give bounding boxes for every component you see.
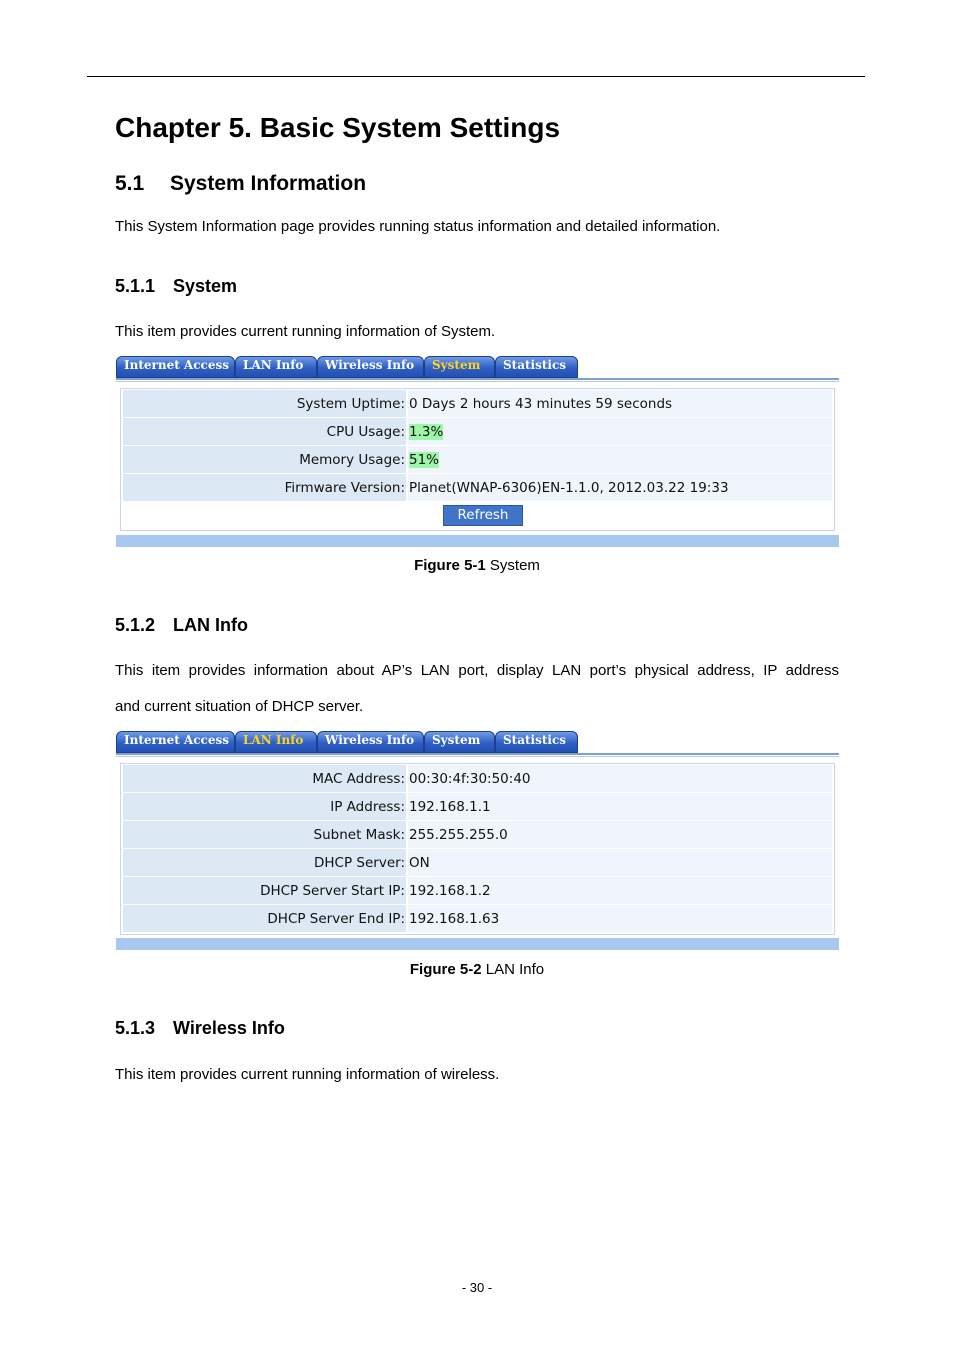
lan-info-panel (116, 756, 839, 950)
tab-system[interactable]: System (424, 731, 495, 753)
chapter-title: Chapter 5. Basic System Settings (115, 112, 561, 143)
caption-label: Figure 5-2 (409, 961, 482, 978)
row-value: 00:30:4f:30:50:40 (408, 765, 832, 792)
table-row (123, 877, 832, 904)
table-row (123, 765, 832, 792)
cpu-usage-value: 1.3% (409, 424, 444, 440)
section-title: System (173, 276, 238, 296)
table-row (123, 849, 832, 876)
row-value: 0 Days 2 hours 43 minutes 59 seconds (408, 390, 832, 417)
row-label: Memory Usage: (123, 446, 406, 473)
caption-text: System (485, 557, 540, 574)
row-value: 192.168.1.1 (408, 793, 832, 820)
section-title: System Information (170, 172, 367, 195)
page-number: - 30 - (461, 1280, 493, 1295)
tab-internet-access[interactable]: Internet Access (116, 731, 235, 753)
row-value: 192.168.1.2 (408, 877, 832, 904)
row-label: DHCP Server End IP: (123, 905, 406, 932)
section-number: 5.1 (115, 172, 145, 195)
caption-text: LAN Info (481, 961, 545, 978)
system-info-panel (116, 381, 839, 547)
row-label: DHCP Server: (123, 849, 406, 876)
tab-wireless-info[interactable]: Wireless Info (317, 356, 424, 378)
tab-lan-info[interactable]: LAN Info (235, 356, 317, 378)
row-label: MAC Address: (123, 765, 406, 792)
row-label: Subnet Mask: (123, 821, 406, 848)
row-value: 255.255.255.0 (408, 821, 832, 848)
tab-internet-access[interactable]: Internet Access (116, 356, 235, 378)
table-row (123, 821, 832, 848)
section-number: 5.1.2 (115, 615, 156, 635)
tab-bar-figure-2 (116, 731, 839, 755)
tab-lan-info[interactable]: LAN Info (235, 731, 317, 753)
section-heading-5-1-1 (115, 276, 237, 297)
row-value-container (408, 418, 832, 445)
row-value: 192.168.1.63 (408, 905, 832, 932)
row-label: Firmware Version: (123, 474, 406, 501)
header-rule (87, 76, 865, 77)
tab-system[interactable]: System (424, 356, 495, 378)
row-value: ON (408, 849, 832, 876)
paragraph-5-1-3: This item provides current running information of wireless. (115, 1066, 500, 1083)
table-row (123, 793, 832, 820)
row-label: System Uptime: (123, 390, 406, 417)
section-title: Wireless Info (173, 1018, 285, 1038)
section-heading-5-1-2 (115, 615, 248, 636)
panel-footer-bar (116, 535, 839, 547)
paragraph-5-1-1: This item provides current running information of System. (115, 323, 496, 340)
section-heading-5-1-3 (115, 1018, 285, 1039)
table-row (123, 446, 832, 473)
tab-baseline (116, 753, 839, 755)
tab-statistics[interactable]: Statistics (495, 356, 578, 378)
section-number: 5.1.1 (115, 276, 156, 296)
table-row (123, 905, 832, 932)
panel-footer-bar (116, 938, 839, 950)
paragraph-5-1-2-line-1: This item provides information about AP’s LAN port, display LAN port’s physical address, IP address (115, 662, 839, 679)
figure-caption-5-1 (0, 557, 954, 574)
section-heading-5-1 (115, 172, 366, 196)
paragraph-5-1-2-line-2: and current situation of DHCP server. (115, 698, 364, 715)
memory-usage-value: 51% (409, 452, 440, 468)
tab-statistics[interactable]: Statistics (495, 731, 578, 753)
tab-wireless-info[interactable]: Wireless Info (317, 731, 424, 753)
figure-caption-5-2 (0, 961, 954, 978)
table-row (123, 390, 832, 417)
table-row (123, 474, 832, 501)
system-info-table (120, 388, 835, 531)
row-label: CPU Usage: (123, 418, 406, 445)
row-label: IP Address: (123, 793, 406, 820)
refresh-button[interactable]: Refresh (443, 505, 523, 526)
tab-bar-figure-1 (116, 356, 839, 380)
row-value-container (408, 446, 832, 473)
section-title: LAN Info (173, 615, 248, 635)
lan-info-table (120, 763, 835, 935)
row-value: Planet(WNAP-6306)EN-1.1.0, 2012.03.22 19:33 (408, 474, 832, 501)
table-row (123, 418, 832, 445)
paragraph-5-1: This System Information page provides running status information and detailed information. (115, 218, 721, 235)
caption-label: Figure 5-1 (414, 557, 486, 574)
row-label: DHCP Server Start IP: (123, 877, 406, 904)
section-number: 5.1.3 (115, 1018, 156, 1038)
tab-baseline (116, 378, 839, 380)
